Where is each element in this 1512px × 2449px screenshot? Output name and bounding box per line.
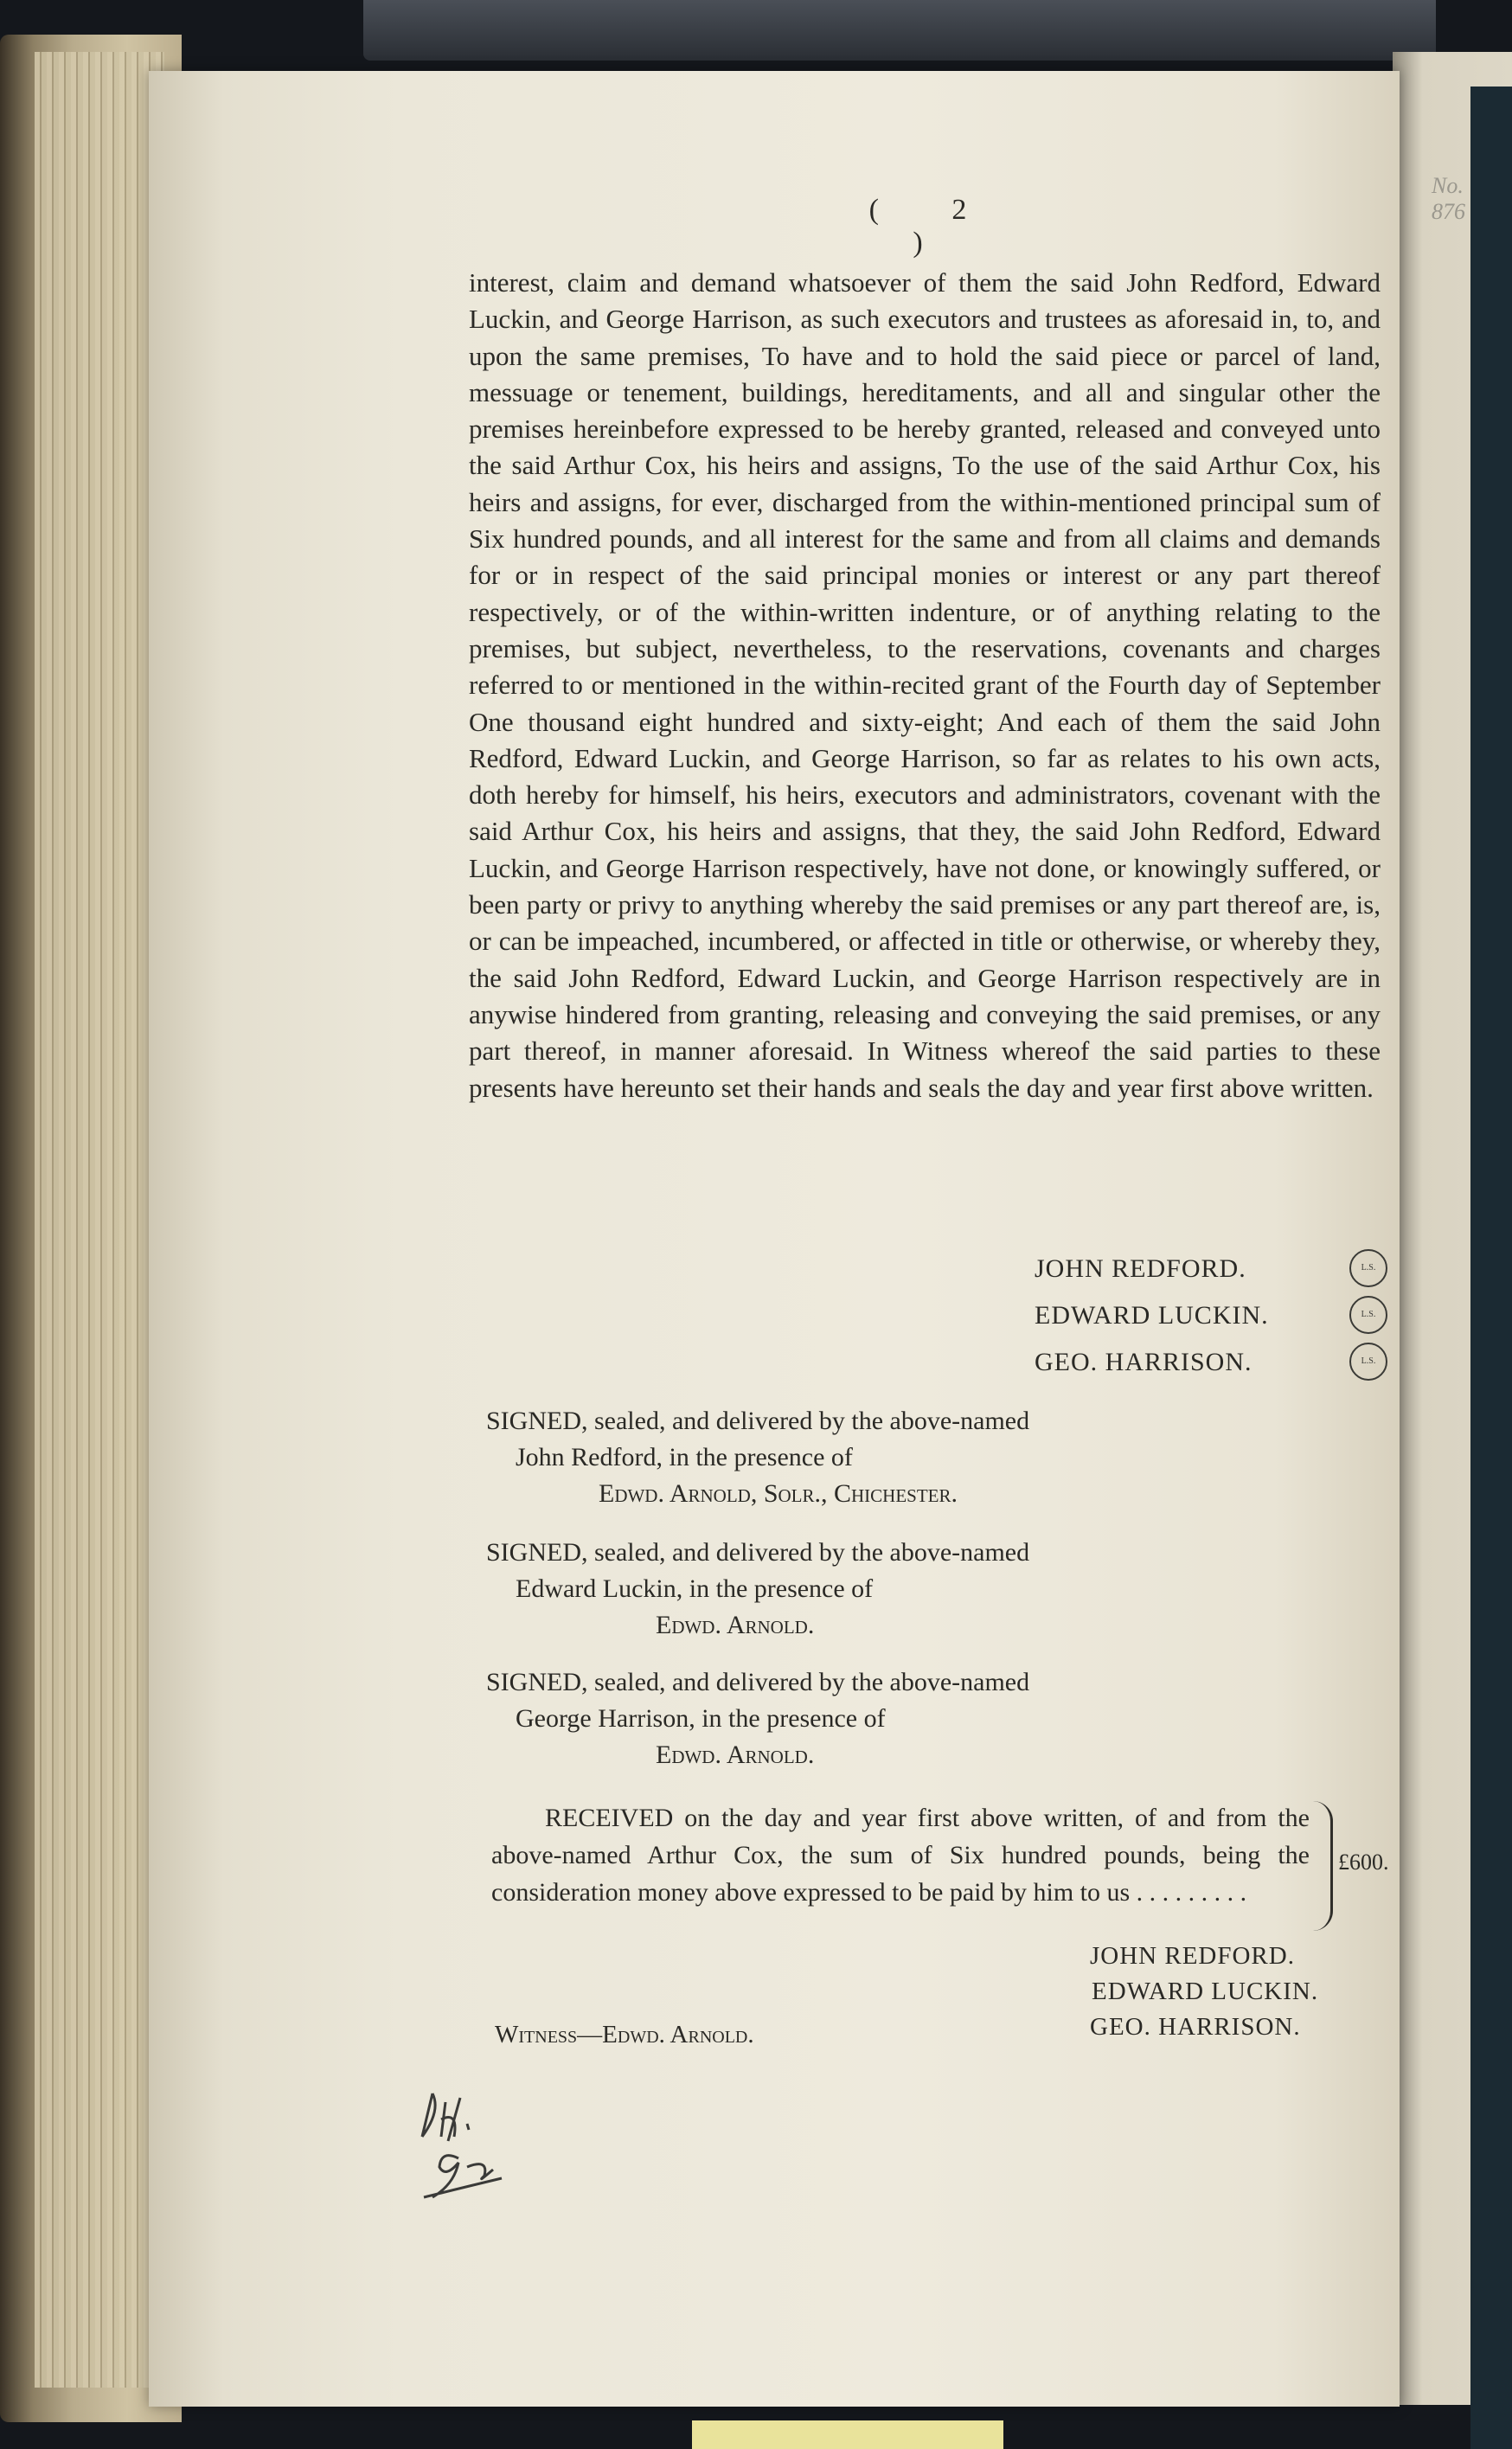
signature-row-2 xyxy=(1035,1296,1398,1339)
receipt-text: RECEIVED on the day and year first above written, of and from the above-named Arthur Cox, the sum of Six hundred pounds, being the consideration money above expressed to be paid by him to us . . . . . . . . . xyxy=(491,1804,1310,1907)
seal-icon: L.S. xyxy=(1349,1296,1387,1334)
receipt-brace xyxy=(1313,1801,1333,1931)
attestation-line: George Harrison, in the presence of xyxy=(516,1704,886,1733)
attestation-line: SIGNED, sealed, and delivered by the above-named xyxy=(486,1407,1030,1435)
attestation-line: John Redford, in the presence of xyxy=(516,1443,853,1471)
attestation-line: SIGNED, sealed, and delivered by the above-named xyxy=(486,1668,1030,1696)
page-stack-edges xyxy=(35,52,164,2388)
attestation-witness: Edwd. Arnold, Solr., Chichester. xyxy=(599,1479,958,1508)
attestation-block-2 xyxy=(486,1535,1195,1644)
receipt-witness: Witness—Edwd. Arnold. xyxy=(495,2021,754,2048)
receipt-signatories xyxy=(1090,1939,1401,2045)
attestation-line: SIGNED, sealed, and delivered by the above-named xyxy=(486,1538,1030,1567)
book-cover-right xyxy=(1470,87,1512,2449)
attestation-witness: Edwd. Arnold. xyxy=(656,1741,815,1769)
page-number: ( 2 ) xyxy=(868,194,1000,259)
seal-icon: L.S. xyxy=(1349,1249,1387,1287)
attestation-witness: Edwd. Arnold. xyxy=(656,1611,815,1639)
signature-name: GEO. HARRISON. xyxy=(1035,1348,1253,1376)
attestation-block-3 xyxy=(486,1664,1195,1773)
receipt-amount: £600. xyxy=(1338,1850,1389,1875)
seal-icon: L.S. xyxy=(1349,1343,1387,1381)
signature-row-1 xyxy=(1035,1249,1398,1292)
receipt-signatory: GEO. HARRISON. xyxy=(1090,2013,1301,2041)
receipt-signatory: JOHN REDFORD. xyxy=(1090,1942,1295,1970)
signature-row-3 xyxy=(1035,1343,1398,1386)
handwritten-initials-icon xyxy=(407,2076,528,2206)
facing-page-bleed-text: No. 876 xyxy=(1432,173,1465,224)
signature-name: JOHN REDFORD. xyxy=(1035,1254,1246,1283)
attestation-line: Edward Luckin, in the presence of xyxy=(516,1574,874,1603)
receipt-signatory: EDWARD LUCKIN. xyxy=(1092,1978,1319,2005)
signature-name: EDWARD LUCKIN. xyxy=(1035,1301,1269,1330)
attestation-block-1 xyxy=(486,1403,1195,1512)
top-binding xyxy=(363,0,1436,61)
library-stamp-strip xyxy=(692,2420,1003,2449)
deed-body-text: interest, claim and demand whatsoever of them the said John Redford, Edward Luckin, and George Harrison, as such executors and trustees as aforesaid in, to, and upon the same premises, To have and to hold the said piece or parcel of land, messuage or tenement, buildings, hereditaments, and all and singular other the premises hereinbefore expressed to be hereby granted, released and conveyed unto the said Arthur Cox, his heirs and assigns, To the use of the said Arthur Cox, his heirs and assigns, for ever, discharged from the within-mentioned principal sum of Six hundred pounds, and all interest for the same and from all claims and demands for or in respect of the said principal monies or interest or any part thereof respectively, or of the within-written indenture, or of anything relating to the premises, but subject, nevertheless, to the reservations, covenants and charges referred to or mentioned in the within-recited grant of the Fourth day of September One thousand eight hundred and sixty-eight; And each of them the said John Redford, Edward Luckin, and George Harrison, so far as relates to his own acts, doth hereby for himself, his heirs, executors and administrators, covenant with the said Arthur Cox, his heirs and assigns, that they, the said John Redford, Edward Luckin, and George Harrison respectively, have not done, or knowingly suffered, or been party or privy to anything whereby the said premises or any part thereof are, is, or can be impeached, incumbered, or affected in title or otherwise, or whereby they, the said John Redford, Edward Luckin, and George Harrison respectively are in anywise hindered from granting, releasing and conveying the said premises, or any part thereof, in manner aforesaid. In Witness whereof the said parties to these presents have hereunto set their hands and seals the day and year first above written. xyxy=(469,267,1381,1103)
